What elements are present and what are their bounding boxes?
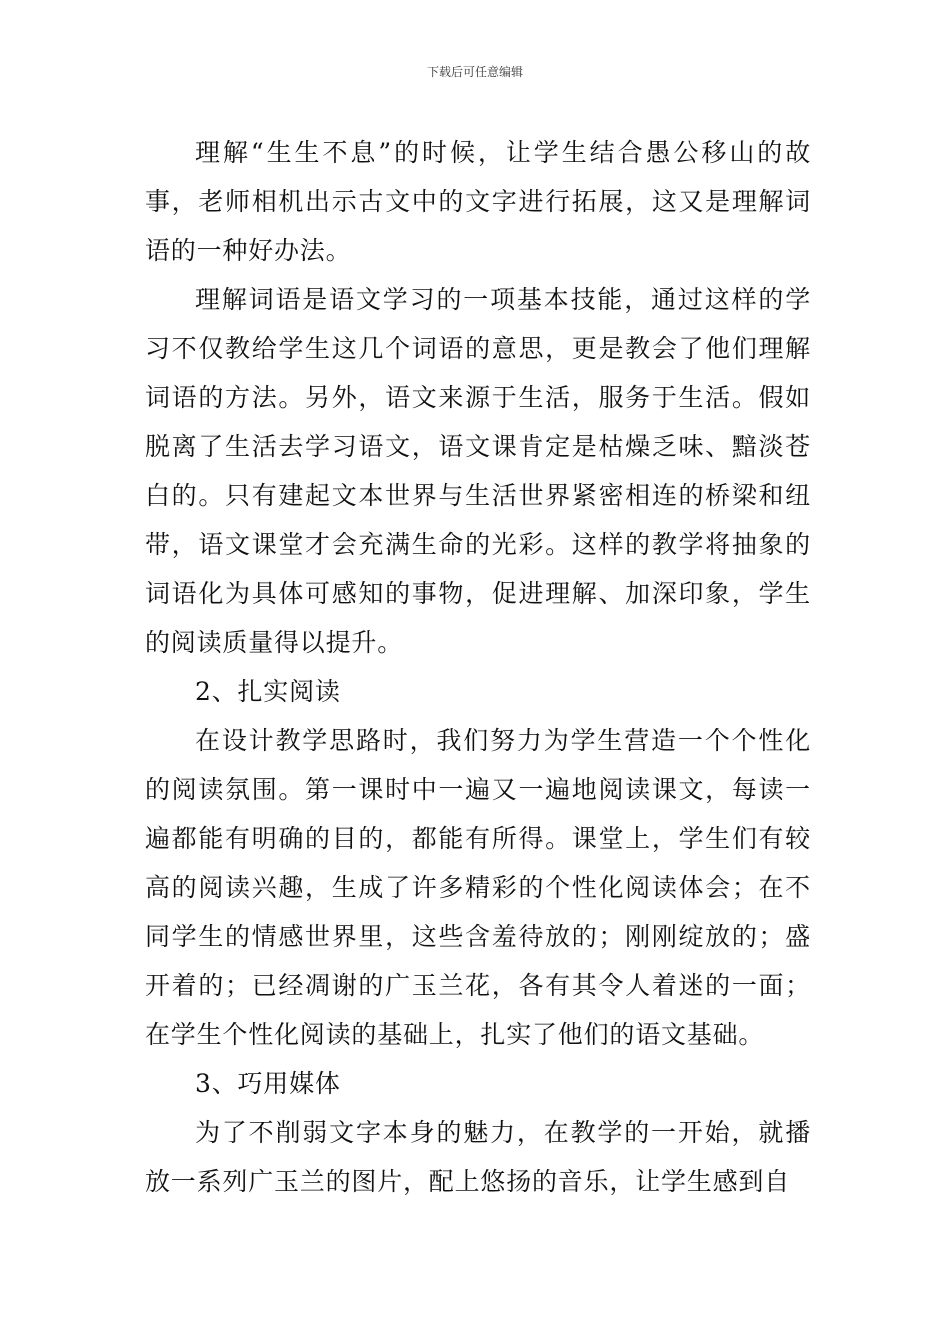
paragraph-personalized-reading: 在设计教学思路时，我们努力为学生营造一个个性化的阅读氛围。第一课时中一遍又一遍地阅读课文，每读一遍都能有明确的目的，都能有所得。课堂上，学生们有较高的阅读兴趣，生成了许多精彩的个性化阅读体会；在不同学生的情感世界里，这些含羞待放的；刚刚绽放的；盛开着的；已经凋谢的广玉兰花，各有其令人着迷的一面；在学生个性化阅读的基础上，扎实了他们的语文基础。 bbox=[145, 726, 811, 1049]
paragraph-vocabulary-skill: 理解词语是语文学习的一项基本技能，通过这样的学习不仅教给学生这几个词语的意思，更是教会了他们理解词语的方法。另外，语文来源于生活，服务于生活。假如脱离了生活去学习语文，语文课肯定是枯燥乏味、黯淡苍白的。只有建起文本世界与生活世界紧密相连的桥梁和纽带，语文课堂才会充满生命的光彩。这样的教学将抽象的词语化为具体可感知的事物，促进理解、加深印象，学生的阅读质量得以提升。 bbox=[145, 285, 811, 657]
paragraph-understanding-idiom: 理解“生生不息”的时候，让学生结合愚公移山的故事，老师相机出示古文中的文字进行拓展，这又是理解词语的一种好办法。 bbox=[145, 138, 811, 265]
section-heading-media-use: 3、巧用媒体 bbox=[195, 1069, 341, 1098]
paragraph-media-intro: 为了不削弱文字本身的魅力，在教学的一开始，就播放一系列广玉兰的图片，配上悠扬的音乐，让学生感到自 bbox=[145, 1118, 811, 1196]
section-heading-solid-reading: 2、扎实阅读 bbox=[195, 677, 341, 706]
body-text bbox=[145, 128, 811, 1206]
header-note: 下载后可任意编辑 bbox=[426, 65, 523, 79]
